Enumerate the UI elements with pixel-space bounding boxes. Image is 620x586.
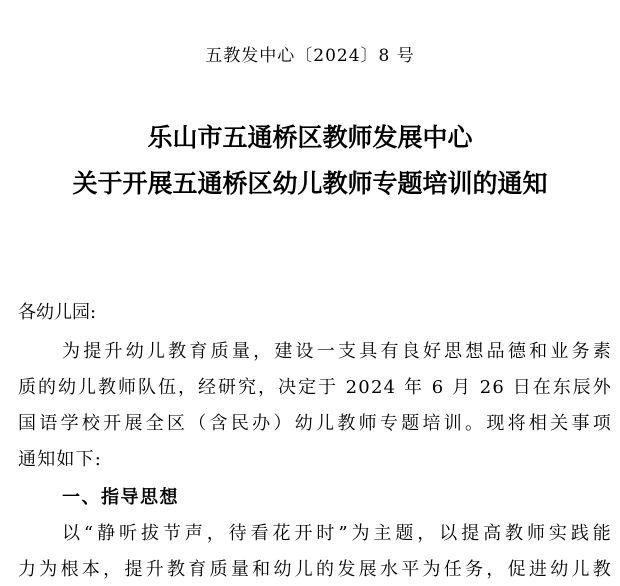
paragraph-line: 质的幼儿教师队伍，经研究，决定于 2024 年 6 月 26 日在东辰外	[18, 377, 612, 398]
paragraph-line: 通知如下:	[18, 449, 103, 470]
guiding-paragraph	[18, 516, 612, 586]
document-number: 五教发中心〔2024〕8 号	[205, 46, 415, 66]
document-title-line-2: 关于开展五通桥区幼儿教师专题培训的通知	[72, 169, 548, 198]
salutation: 各幼儿园:	[18, 302, 97, 323]
intro-paragraph	[18, 334, 612, 478]
document-title-line-1: 乐山市五通桥区教师发展中心	[147, 123, 473, 152]
document-body	[18, 300, 612, 586]
paragraph-line: 为提升幼儿教育质量，建设一支具有良好思想品德和业务素	[62, 341, 612, 362]
section-heading: 一、指导思想	[62, 487, 179, 508]
paragraph-line: 以“静听拔节声，待看花开时”为主题，以提高教师实践能	[62, 523, 612, 544]
paragraph-line: 力为根本，提升教育质量和幼儿的发展水平为任务，促进幼儿教	[18, 559, 612, 580]
paragraph-line: 国语学校开展全区（含民办）幼儿教师专题培训。现将相关事项	[18, 413, 612, 434]
